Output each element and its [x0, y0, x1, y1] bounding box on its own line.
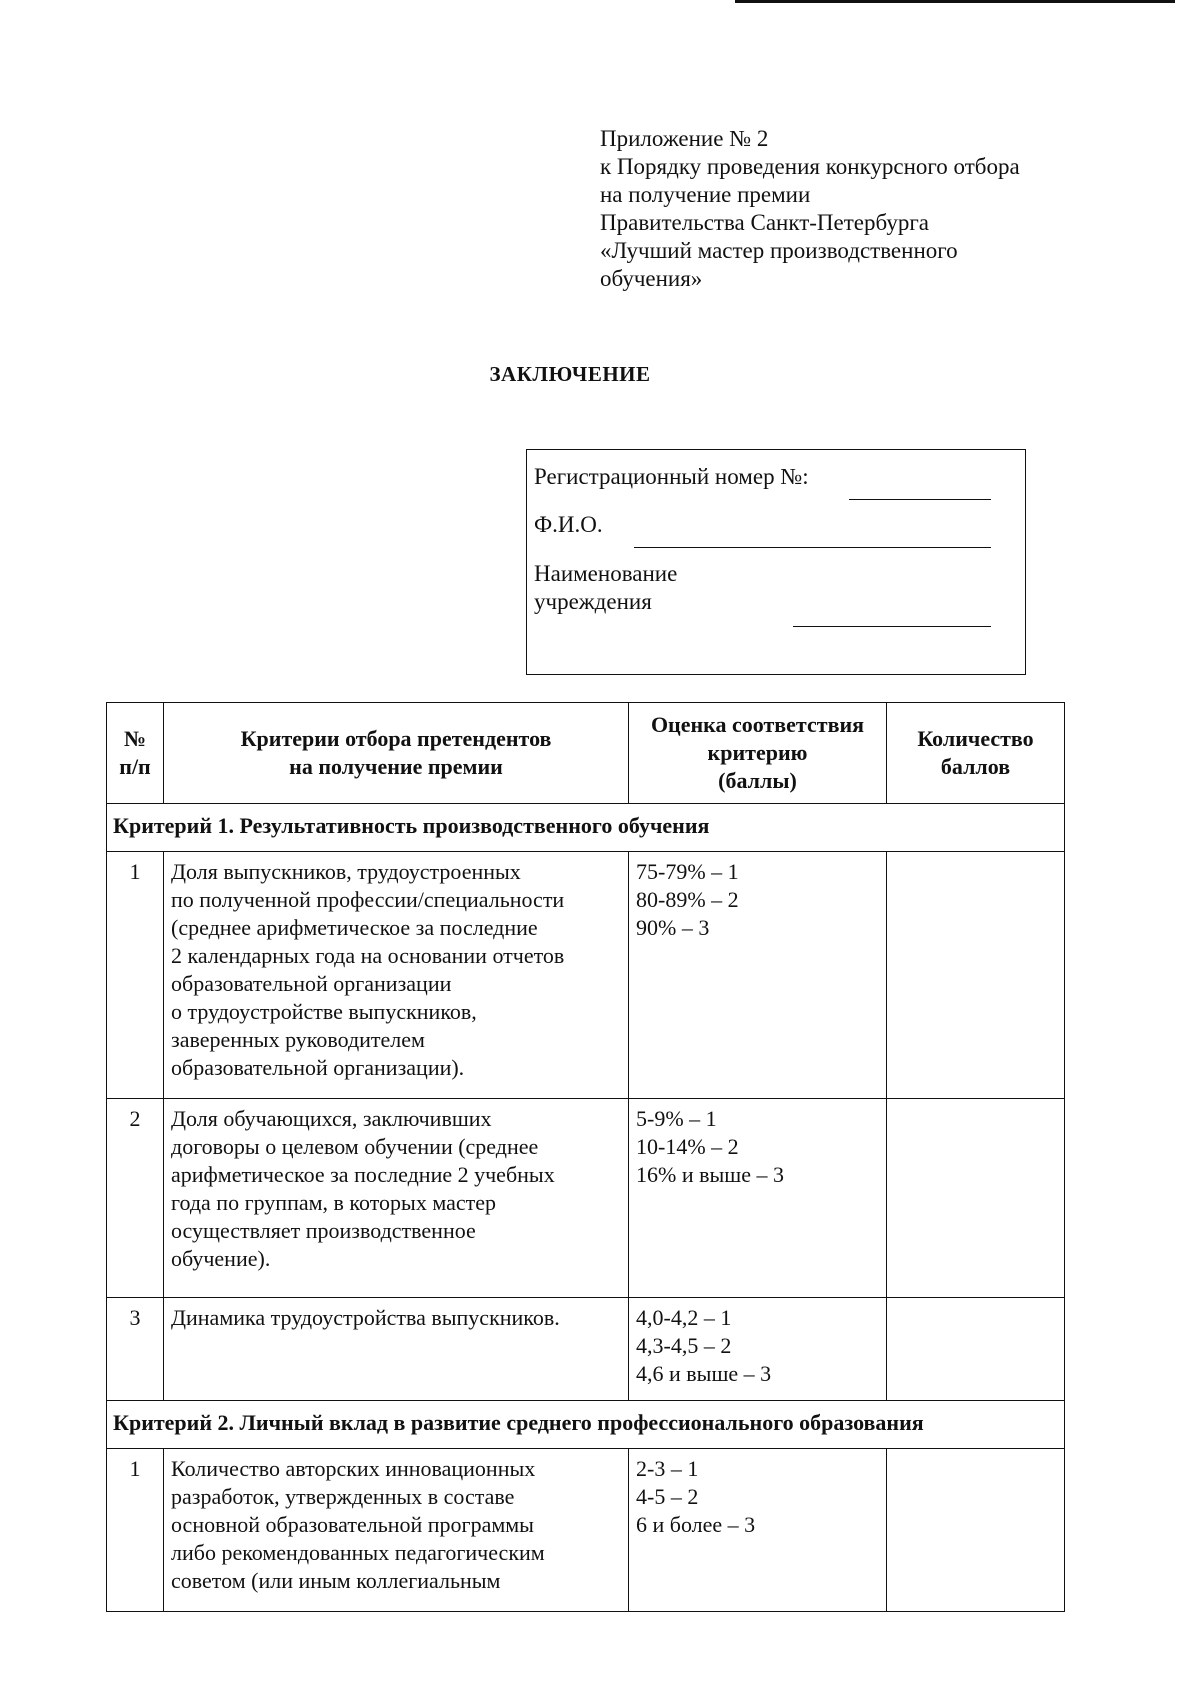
table-row: [107, 1298, 1065, 1401]
header-criteria: Критерии отбора претендентов на получение премии: [164, 703, 629, 804]
row-assessment: 4,0-4,2 – 1 4,3-4,5 – 2 4,6 и выше – 3: [629, 1298, 887, 1401]
row-score-cell[interactable]: [887, 1298, 1065, 1401]
annex-header: [600, 125, 1120, 293]
fio-field[interactable]: [634, 547, 991, 548]
annex-line: «Лучший мастер производственного: [600, 238, 958, 263]
table-row: [107, 1099, 1065, 1298]
row-assessment: 5-9% – 1 10-14% – 2 16% и выше – 3: [629, 1099, 887, 1298]
row-criterion: Доля обучающихся, заключивших договоры о целевом обучении (среднее арифметическое за последние 2 учебных года по группам, в которых мастер осуществляет производственное обучение).: [164, 1099, 629, 1298]
row-num: 3: [107, 1298, 164, 1401]
criteria-table: [106, 702, 1065, 1612]
row-num: 2: [107, 1099, 164, 1298]
row-num: 1: [107, 1449, 164, 1612]
table-row: [107, 852, 1065, 1099]
reg-number-label: Регистрационный номер №:: [534, 464, 809, 489]
section-title: Критерий 2. Личный вклад в развитие среднего профессионального образования: [107, 1401, 1065, 1449]
row-assessment: 2-3 – 1 4-5 – 2 6 и более – 3: [629, 1449, 887, 1612]
annex-line: на получение премии: [600, 182, 811, 207]
top-edge-rule: [735, 0, 1175, 3]
annex-line: Правительства Санкт-Петербурга: [600, 210, 929, 235]
reg-number-field[interactable]: [849, 499, 991, 500]
table-row: [107, 1449, 1065, 1612]
header-assessment: Оценка соответствия критерию (баллы): [629, 703, 887, 804]
institution-label: учреждения: [534, 589, 652, 614]
row-score-cell[interactable]: [887, 1449, 1065, 1612]
header-num: № п/п: [107, 703, 164, 804]
row-criterion: Динамика трудоустройства выпускников.: [164, 1298, 629, 1401]
header-score: Количество баллов: [887, 703, 1065, 804]
row-score-cell[interactable]: [887, 1099, 1065, 1298]
annex-line: Приложение № 2: [600, 126, 769, 151]
row-criterion: Количество авторских инновационных разработок, утвержденных в составе основной образовательной программы либо рекомендованных педагогическим советом (или иным коллегиальным: [164, 1449, 629, 1612]
registration-box: [526, 449, 1026, 675]
row-criterion: Доля выпускников, трудоустроенных по полученной профессии/специальности (среднее арифметическое за последние 2 календарных года на основании отчетов образовательной организации о трудоустройстве выпускников, заверенных руководителем образовательной организации).: [164, 852, 629, 1099]
section-row: [107, 804, 1065, 852]
institution-label: Наименование: [534, 561, 678, 586]
annex-line: обучения»: [600, 266, 703, 291]
document-title: ЗАКЛЮЧЕНИЕ: [489, 362, 651, 386]
row-score-cell[interactable]: [887, 852, 1065, 1099]
section-row: [107, 1401, 1065, 1449]
section-title: Критерий 1. Результативность производственного обучения: [107, 804, 1065, 852]
row-assessment: 75-79% – 1 80-89% – 2 90% – 3: [629, 852, 887, 1099]
annex-line: к Порядку проведения конкурсного отбора: [600, 154, 1020, 179]
institution-field[interactable]: [793, 626, 991, 627]
row-num: 1: [107, 852, 164, 1099]
table-header-row: [107, 703, 1065, 804]
fio-label: Ф.И.О.: [534, 512, 603, 537]
